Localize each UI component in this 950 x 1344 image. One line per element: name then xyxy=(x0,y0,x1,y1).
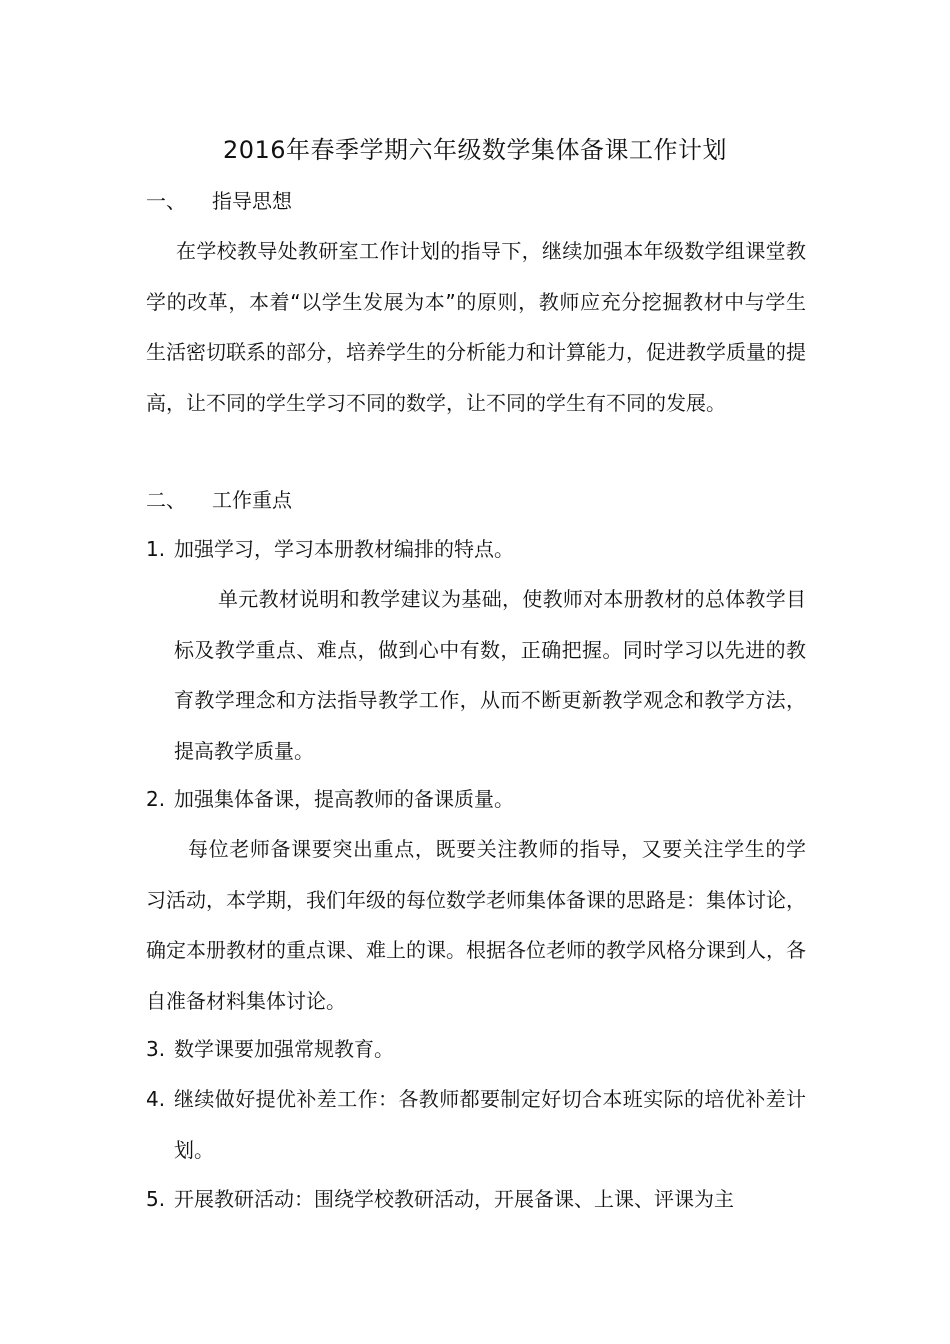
list-item-number: 3. xyxy=(146,1037,166,1061)
section-heading-work-focus xyxy=(146,485,292,515)
item2-paragraph: 每位老师备课要突出重点，既要关注教师的指导，又要关注学生的学习活动，本学期，我们年级的每位数学老师集体备课的思路是：集体讨论，确定本册教材的重点课、难上的课。根据各位老师的教学风格分课到人，各自准备材料集体讨论。 xyxy=(146,837,806,1013)
document-title: 2016年春季学期六年级数学集体备课工作计划 xyxy=(222,136,728,164)
list-item-number: 5. xyxy=(146,1187,166,1211)
list-item-text: 数学课要加强常规教育。 xyxy=(174,1037,394,1061)
list-item xyxy=(146,1024,806,1075)
list-item-number: 1. xyxy=(146,537,166,561)
section-heading-guiding-ideology xyxy=(146,186,292,216)
list-item-text: 加强学习，学习本册教材编排的特点。 xyxy=(174,537,514,561)
list-item-number: 2. xyxy=(146,787,166,811)
list-item-text: 继续做好提优补差工作：各教师都要制定好切合本班实际的培优补差计划。 xyxy=(174,1087,806,1162)
section-number: 一、 xyxy=(146,189,186,213)
item1-paragraph: 单元教材说明和教学建议为基础，使教师对本册教材的总体教学目标及教学重点、难点，做到心中有数，正确把握。同时学习以先进的教育教学理念和方法指导教学工作，从而不断更新教学观念和教学方法，提高教学质量。 xyxy=(174,587,806,763)
section-heading-text: 工作重点 xyxy=(212,488,292,512)
list-item-text: 加强集体备课，提高教师的备课质量。 xyxy=(174,787,514,811)
list-item xyxy=(146,1074,806,1175)
list-item xyxy=(146,1174,806,1225)
section-number: 二、 xyxy=(146,488,186,512)
list-item xyxy=(146,524,806,575)
guiding-ideology-paragraph: 在学校教导处教研室工作计划的指导下，继续加强本年级数学组课堂教学的改革，本着“以学生发展为本”的原则，教师应充分挖掘教材中与学生生活密切联系的部分，培养学生的分析能力和计算能力，促进教学质量的提高，让不同的学生学习不同的数学，让不同的学生有不同的发展。 xyxy=(146,239,806,415)
list-item xyxy=(146,774,806,825)
list-item-text: 开展教研活动：围绕学校教研活动，开展备课、上课、评课为主 xyxy=(174,1187,734,1211)
section-heading-text: 指导思想 xyxy=(212,189,292,213)
list-item-number: 4. xyxy=(146,1087,166,1111)
